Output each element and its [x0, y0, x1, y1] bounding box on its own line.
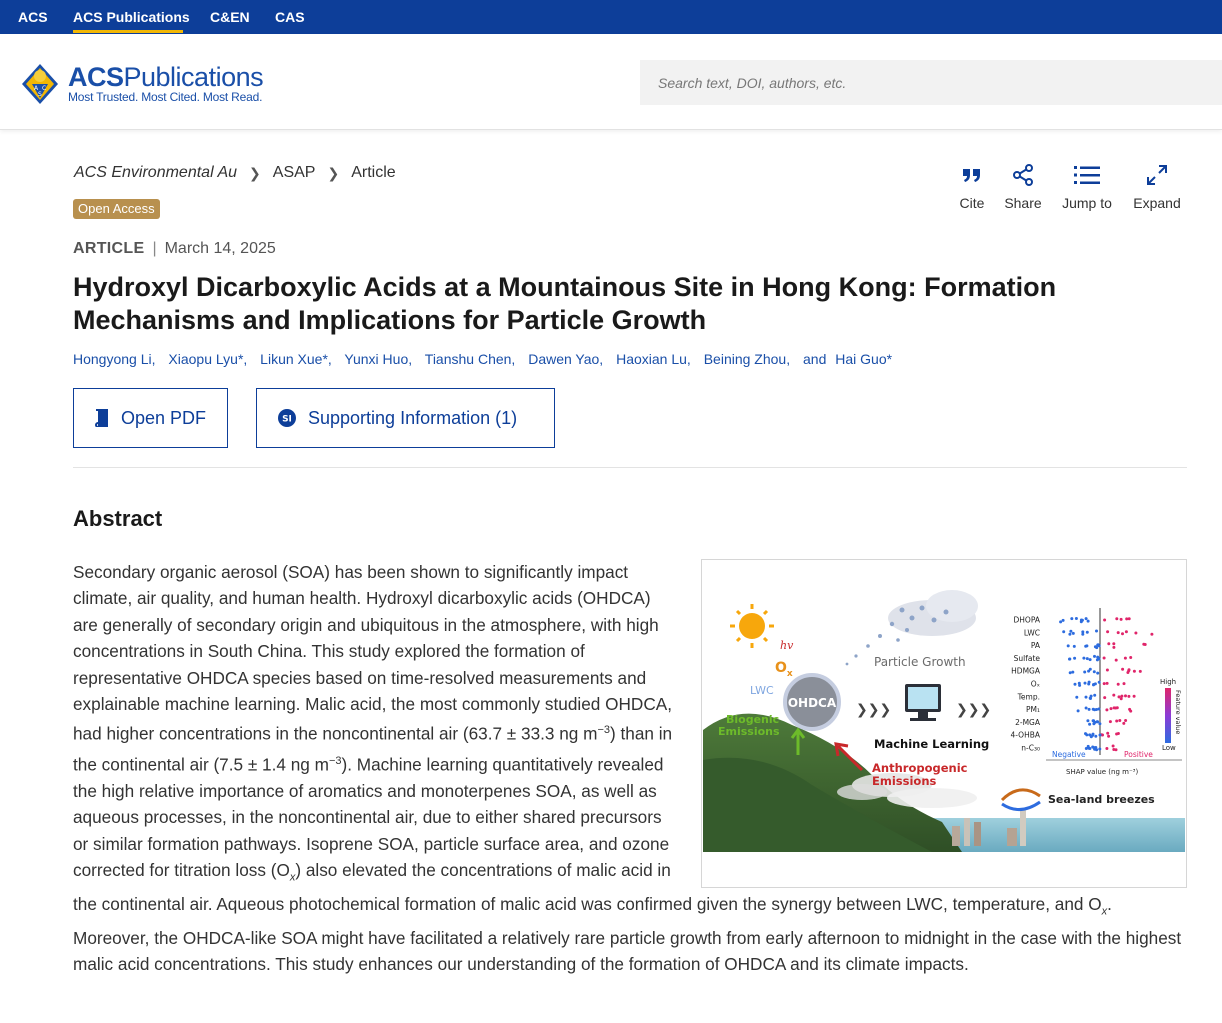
svg-text:❯❯❯: ❯❯❯	[956, 702, 992, 718]
expand-button[interactable]	[1132, 163, 1182, 211]
topnav-acs-publications[interactable]: ACS Publications	[73, 9, 190, 25]
shap-dot	[1088, 681, 1091, 684]
shap-dot	[1067, 644, 1070, 647]
shap-dot	[1105, 708, 1108, 711]
svg-text:Particle Growth: Particle Growth	[874, 655, 966, 669]
toc-graphic[interactable]	[701, 559, 1187, 888]
shap-dot	[1069, 630, 1072, 633]
shap-dot	[1094, 735, 1097, 738]
svg-text:C: C	[42, 85, 47, 92]
shap-dot	[1077, 709, 1080, 712]
shap-dot	[1095, 748, 1098, 751]
shap-feature-label: 2-MGA	[1015, 717, 1040, 727]
shap-dot	[1086, 657, 1089, 660]
list-icon	[1074, 165, 1100, 185]
shap-dot	[1085, 617, 1088, 620]
shap-dot	[1150, 633, 1153, 636]
shap-dot	[1133, 670, 1136, 673]
share-label: Share	[1004, 195, 1042, 211]
shap-dot	[1092, 708, 1095, 711]
supporting-information-label: Supporting Information (1)	[308, 407, 518, 428]
shap-dot	[1068, 633, 1071, 636]
site-header	[0, 34, 1222, 130]
jump-to-button[interactable]	[1058, 163, 1116, 211]
shap-dot	[1118, 719, 1121, 722]
abstract-heading: Abstract	[73, 506, 163, 531]
shap-dot	[1099, 734, 1102, 737]
shap-dot	[1075, 696, 1078, 699]
shap-dot	[1095, 630, 1098, 633]
shap-dot	[1117, 631, 1120, 634]
svg-text:High: High	[1160, 678, 1177, 686]
svg-text:Biogenic: Biogenic	[726, 713, 780, 726]
shap-dot	[1086, 719, 1089, 722]
shap-dot	[1124, 657, 1127, 660]
expand-label: Expand	[1133, 195, 1181, 211]
share-icon	[1012, 164, 1034, 186]
author-link[interactable]: Beining Zhou,	[703, 351, 791, 367]
svg-text:Positive: Positive	[1124, 750, 1153, 759]
shap-dot	[1089, 668, 1092, 671]
top-brand-bar	[0, 0, 1222, 34]
shap-dot	[1096, 672, 1099, 675]
cite-label: Cite	[959, 195, 985, 211]
share-button[interactable]	[1002, 163, 1044, 211]
shap-dot	[1088, 733, 1091, 736]
svg-text:Emissions: Emissions	[718, 725, 780, 738]
article-title: Hydroxyl Dicarboxylic Acids at a Mountainous Site in Hong Kong: Formation Mechanisms and Implications for Particle Growth	[73, 272, 1057, 335]
cite-button[interactable]	[956, 163, 988, 211]
svg-text:Feature value: Feature value	[1174, 690, 1182, 735]
open-pdf-button[interactable]	[73, 388, 228, 448]
shap-feature-label: PM₁	[1025, 705, 1040, 715]
svg-text:Machine Learning: Machine Learning	[874, 737, 990, 751]
svg-text:OHDCA: OHDCA	[787, 696, 837, 710]
shap-dot	[1096, 720, 1099, 723]
shap-feature-label: LWC	[1023, 628, 1040, 638]
shap-dot	[1103, 696, 1106, 699]
shap-dot	[1112, 642, 1115, 645]
chevron-right-icon: ❯	[249, 164, 261, 181]
si-icon	[277, 408, 297, 428]
quote-icon	[962, 167, 982, 183]
shap-dot	[1085, 696, 1088, 699]
svg-text:A: A	[34, 85, 39, 92]
shap-dot	[1093, 670, 1096, 673]
svg-text:Anthropogenic: Anthropogenic	[872, 761, 968, 775]
shap-dot	[1123, 682, 1126, 685]
svg-text:Ox: $O_x$	[775, 660, 793, 679]
shap-dot	[1085, 644, 1088, 647]
shap-dot	[1070, 617, 1073, 620]
shap-dot	[1092, 719, 1095, 722]
svg-text:hv: hv	[780, 639, 794, 652]
shap-dot	[1092, 683, 1095, 686]
shap-dot	[1073, 657, 1076, 660]
logo-wordmark: ACSPublications	[68, 62, 264, 92]
shap-dot	[1106, 682, 1109, 685]
shap-dot	[1087, 745, 1090, 748]
shap-dot	[1084, 682, 1087, 685]
article-type: ARTICLE	[73, 240, 145, 257]
open-pdf-label: Open PDF	[121, 407, 207, 428]
topnav-cas[interactable]: CAS	[275, 9, 305, 25]
shap-feature-label: HDMGA	[1011, 666, 1040, 676]
shap-dot	[1129, 710, 1132, 713]
topnav-acs[interactable]: ACS	[18, 9, 48, 25]
jump-to-label: Jump to	[1062, 195, 1112, 211]
shap-dot	[1072, 632, 1075, 635]
breadcrumb-article: Article	[351, 164, 396, 181]
shap-dot	[1074, 683, 1077, 686]
shap-dot	[1103, 682, 1106, 685]
shap-feature-label: Sulfate	[1013, 653, 1040, 663]
shap-dot	[1062, 619, 1065, 622]
shap-dot	[1133, 695, 1136, 698]
shap-dot	[1088, 708, 1091, 711]
shap-dot	[1075, 617, 1078, 620]
shap-dot	[1091, 746, 1094, 749]
shap-dot	[1128, 668, 1131, 671]
shap-dot	[1085, 733, 1088, 736]
shap-dot	[1129, 656, 1132, 659]
shap-dot	[1105, 747, 1108, 750]
author-list	[73, 351, 901, 367]
shap-dot	[1086, 631, 1089, 634]
shap-dot	[1089, 658, 1092, 661]
shap-dot	[1139, 670, 1142, 673]
publication-date: March 14, 2025	[164, 240, 276, 257]
shap-feature-label: 4-OHBA	[1010, 730, 1040, 740]
shap-dot	[1088, 723, 1091, 726]
svg-text:Low: Low	[1162, 744, 1176, 752]
shap-dot	[1087, 620, 1090, 623]
shap-feature-label: Oₓ	[1030, 679, 1040, 689]
shap-dot	[1106, 732, 1109, 735]
shap-dot	[1062, 630, 1065, 633]
shap-dot	[1107, 735, 1110, 738]
shap-dot	[1091, 734, 1094, 737]
breadcrumb-asap[interactable]: ASAP	[272, 164, 316, 181]
author-link[interactable]: Yunxi Huo,	[344, 351, 413, 367]
chevron-right-icon: ❯	[327, 164, 340, 181]
svg-text:SI: SI	[282, 414, 292, 425]
shap-dot	[1081, 619, 1084, 622]
shap-dot	[1098, 748, 1101, 751]
search-input[interactable]	[640, 60, 1222, 105]
shap-dot	[1125, 617, 1128, 620]
shap-feature-label: PA	[1030, 641, 1040, 651]
shap-dot	[1142, 643, 1145, 646]
pdf-book-icon	[94, 409, 110, 427]
svg-text:LWC: LWC	[750, 684, 774, 697]
expand-icon	[1146, 164, 1168, 186]
shap-dot	[1096, 644, 1099, 647]
author-link[interactable]: Haoxian Lu,	[616, 351, 691, 367]
shap-dot	[1115, 617, 1118, 620]
section-divider	[73, 467, 1187, 468]
svg-text:❯❯❯: ❯❯❯	[856, 702, 892, 718]
shap-dot	[1124, 719, 1127, 722]
shap-dot	[1083, 671, 1086, 674]
shap-dot	[1103, 657, 1106, 660]
meta-separator: |	[152, 240, 157, 257]
shap-dot	[1134, 632, 1137, 635]
svg-text:SHAP value (ng m⁻³): SHAP value (ng m⁻³)	[1066, 768, 1139, 776]
shap-dot	[1078, 684, 1081, 687]
shap-dot	[1120, 695, 1123, 698]
author-link[interactable]: Hai Guo*	[835, 351, 893, 367]
shap-dot	[1092, 722, 1095, 725]
shap-dot	[1103, 619, 1106, 622]
shap-dot	[1085, 707, 1088, 710]
shap-dot	[1112, 694, 1115, 697]
shap-dot	[1112, 748, 1115, 751]
shap-dot	[1098, 722, 1101, 725]
shap-dot	[1125, 630, 1128, 633]
shap-dot	[1089, 697, 1092, 700]
supporting-information-button[interactable]	[256, 388, 555, 448]
shap-dot	[1115, 720, 1118, 723]
shap-dot	[1093, 655, 1096, 658]
shap-dot	[1117, 732, 1120, 735]
shap-dot	[1121, 632, 1124, 635]
shap-feature-label: Temp.	[1017, 692, 1040, 702]
svg-text:S: S	[38, 91, 42, 98]
shap-dot	[1107, 642, 1110, 645]
shap-dot	[1114, 707, 1117, 710]
author-link[interactable]: Hongyong Li,	[73, 351, 156, 367]
shap-dot	[1110, 707, 1113, 710]
shap-dot	[1098, 681, 1101, 684]
author-link[interactable]: Tianshu Chen,	[424, 351, 516, 367]
shap-dot	[1071, 671, 1074, 674]
author-link[interactable]: Dawen Yao,	[528, 351, 604, 367]
acs-logo-icon	[18, 62, 62, 106]
svg-text:Sea-land breezes: Sea-land breezes	[1048, 793, 1155, 806]
shap-dot	[1120, 618, 1123, 621]
shap-dot	[1117, 683, 1120, 686]
shap-dot	[1106, 630, 1109, 633]
logo-tagline: Most Trusted. Most Cited. Most Read.	[68, 90, 263, 104]
acs-publications-logo[interactable]	[18, 62, 278, 106]
shap-dot	[1121, 668, 1124, 671]
shap-dot	[1059, 620, 1062, 623]
author-link[interactable]: Xiaopu Lyu*,	[168, 351, 248, 367]
shap-dot	[1073, 645, 1076, 648]
author-conjunction: and	[803, 351, 827, 367]
abstract-text: Secondary organic aerosol (SOA) has been shown to significantly impact climate, air quality, and human health. Hydroxyl dicarboxylic acids (OHDCA) are generally of secondary origin and ubiquitous in the atmosphere, with high concentrations in South China. This study explored the formation of representative OHDCA species based on time-resolved measurements and explainable machine learning. Malic acid, the most commonly studied OHDCA, had higher concentrations in the noncontinental air (63.7 ± 33.3 ng $m^{-3}$) than in the continental air (7.5 ± 1.4 ng $m^{-3}$). Machine learning quantitatively revealed the high relative importance of aromatics and monoterpenes SOA, as well as aqueous processes, in the noncontinental air, due to either shared precursors or similar formation pathways. Isoprene SOA, particle surface area, and ozone corrected for titration loss $(O_x)$ also elevated the concentrations of malic acid in the continental air. Aqueous photochemical formation of malic acid was confirmed given the synergy between LWC, temperature, and $O_x$. Moreover, the OHDCA-like SOA might have facilitated a relatively rare particle growth from early afternoon to midnight in the case with the highest malic acid concentrations. This study enhances our understanding of the formation of OHDCA and its climate impacts.	[73, 559, 1187, 977]
shap-dot	[1068, 658, 1071, 661]
toc-illustration	[702, 560, 1186, 887]
shap-dot	[1124, 694, 1127, 697]
shap-dot	[1112, 745, 1115, 748]
topnav-active-indicator	[73, 30, 183, 33]
article-meta	[73, 240, 276, 258]
shap-dot	[1069, 671, 1072, 674]
shap-dot	[1106, 669, 1109, 672]
author-link[interactable]: Likun Xue*,	[260, 351, 332, 367]
shap-dot	[1112, 646, 1115, 649]
shap-dot	[1122, 722, 1125, 725]
svg-text:Emissions: Emissions	[872, 774, 937, 788]
shap-dot	[1082, 657, 1085, 660]
breadcrumb	[74, 164, 396, 182]
shap-dot	[1081, 630, 1084, 633]
shap-feature-label: n-C₃₀	[1021, 743, 1040, 753]
shap-dot	[1118, 695, 1121, 698]
topnav-cen[interactable]: C&EN	[210, 9, 250, 25]
open-access-badge: Open Access	[73, 199, 160, 219]
shap-dot	[1115, 659, 1118, 662]
shap-dot	[1109, 720, 1112, 723]
breadcrumb-journal[interactable]: ACS Environmental Au	[74, 164, 238, 181]
shap-dot	[1098, 657, 1101, 660]
shap-dot	[1127, 695, 1130, 698]
svg-text:Negative: Negative	[1052, 750, 1086, 759]
shap-dot	[1093, 694, 1096, 697]
shap-feature-label: DHOPA	[1013, 615, 1040, 625]
